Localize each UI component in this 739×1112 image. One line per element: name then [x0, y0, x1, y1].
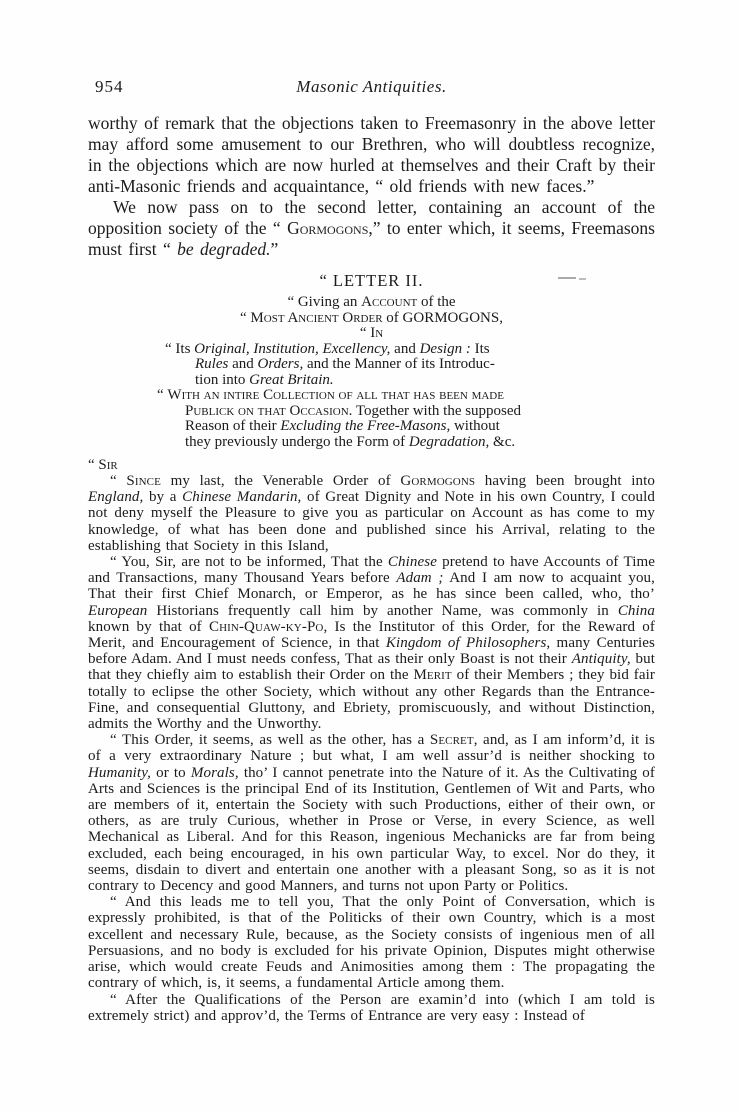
letter-paragraph: “ This Order, it seems, as well as the other, has a Secret, and, as I am inform’d, it is of a very extraordinary Nature ; but what, I am well assur’d is neither shocking to Humanity, or to Morals, tho’ I cannot penetrate into the Nature of it. As the Cultivating of Arts and Sciences is the principal End of its Institution, Gentlemen of Wit and Parts, who are members of it, entertain the Society with such Productions, either of their own, or others, as are truly Curious, whether in Prose or Verse, in every Science, as well Mechanical as Liberal. And for this Reason, ingenious Mechanicks are far from being excluded, each being encouraged, in his own particular Way, to excel. Nor do they, it seems, disdain to divert and entertain one another with a pleasant Song, so as it is not contrary to Decency and good Manners, and turns not upon Party or Politics. [88, 732, 655, 895]
letter-paragraph: “ Since my last, the Venerable Order of Gormogons having been brought into England, by a Chinese Mandarin, of Great Dignity and Note in his own Country, I could not deny myself the Pleasure to give you as particular on Account as has come to my knowledge, of what has been done and published since his Arrival, relating to the establishing that Society in this Island, [88, 473, 656, 554]
letter-paragraph: “ And this leads me to tell you, That the only Point of Conversation, which is expressly prohibited, is that of the Politicks of their own Country, which is a most excellent and necessary Rule, because, as the Society consists of ingenious men of all Persuasions, and no body is excluded for his private Opinion, Disputes might otherwise arise, which would create Feuds and Animosities among them : The propagating the contrary of which, is, it seems, a fundamental Article among them. [88, 894, 655, 992]
running-head [88, 76, 655, 98]
intro-paragraph: We now pass on to the second letter, containing an account of the opposition society of the “ Gormogons,” to enter which, it seems, Freemasons must first “ be degraded.” [88, 197, 655, 259]
heading-line-letter-ii: “ LETTER II. [319, 271, 424, 290]
heading-line: “ In [359, 325, 384, 341]
intro-paragraph-continued: worthy of remark that the objections taken to Freemasonry in the above letter may afford some amusement to our Brethren, who will doubtless recognize, in the objections which are now hurled at themselves and their Craft by their anti-Masonic friends and acquaintance, “ old friends with new faces.” [88, 113, 655, 196]
letter-heading [88, 272, 655, 450]
heading-line: Reason of their Excluding the Free-Masons, without [185, 418, 500, 434]
heading-line: “ Giving an Account of the [287, 294, 456, 310]
heading-line: “ Most Ancient Order of GORMOGONS, [240, 309, 503, 326]
letter-salutation: “ Sir [88, 457, 118, 473]
heading-line: tion into Great Britain. [195, 371, 334, 388]
running-title: Masonic Antiquities. [296, 77, 447, 96]
heading-line: they previously undergo the Form of Degradation, &c. [185, 433, 516, 450]
page-number: 954 [95, 77, 124, 96]
heading-line: “ Its Original, Institution, Excellency, and Design : Its [165, 340, 490, 357]
heading-line: “ With an intire Collection of all that has been made [157, 387, 504, 403]
text-block [88, 76, 655, 1024]
letter-paragraph: “ You, Sir, are not to be informed, That the Chinese pretend to have Accounts of Time and Transactions, many Thousand Years before Adam ; And I am now to acquaint you, That their first Chief Monarch, or Emperor, as he has since been called, who, tho’ European Historians frequently call him by another Name, was commonly in China known by that of Chin-Quaw-ky-Po, Is the Institutor of this Order, for the Reward of Merit, and Encouragement of Science, in that Kingdom of Philosophers, many Centuries before Adam. And I must needs confess, That as their only Boast is not their Antiquity, but that they chiefly aim to establish their Order on the Merit of their Members ; they bid fair totally to eclipse the other Society, which without any other Regards than the Entrance-Fine, and consequential Gluttony, and Ebriety, promiscuously, and without Distinction, admits the Worthy and the Unworthy. [88, 554, 655, 733]
heading-line: Rules and Orders, and the Manner of its Introduc- [195, 356, 495, 372]
heading-line: Publick on that Occasion. Together with the supposed [185, 402, 522, 419]
letter-paragraph: “ After the Qualifications of the Person are examin’d into (which I am told is extremely strict) and approv’d, the Terms of Entrance are very easy : Instead of [88, 991, 655, 1024]
